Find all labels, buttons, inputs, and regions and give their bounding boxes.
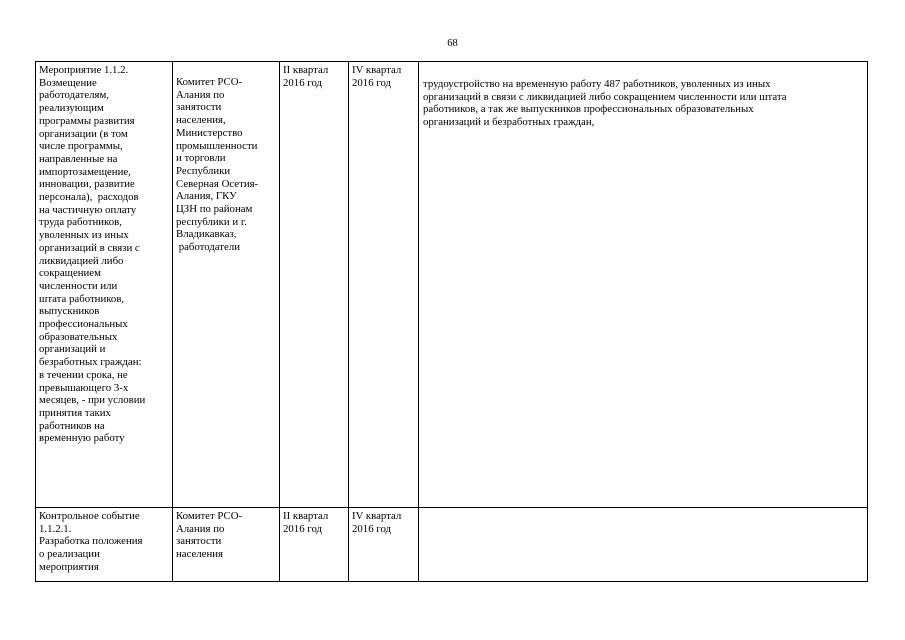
start-cell (280, 62, 349, 508)
table-row (36, 508, 868, 582)
result-cell (419, 62, 868, 508)
executor-cell (173, 508, 280, 582)
start-text: II квартал 2016 год (283, 510, 329, 535)
event-cell (36, 508, 173, 582)
end-cell (349, 508, 419, 582)
end-cell (349, 62, 419, 508)
plan-table (35, 61, 868, 582)
page-number: 68 (447, 38, 458, 49)
start-cell (280, 508, 349, 582)
event-text: Контрольное событие 1.1.2.1. Разработка положения о реализации мероприятия (39, 510, 143, 573)
event-cell (36, 62, 173, 508)
executor-text: Комитет РСО- Алания по занятости населения (176, 510, 243, 561)
executor-cell (173, 62, 280, 508)
end-text: IV квартал 2016 год (352, 64, 402, 89)
start-text: II квартал 2016 год (283, 64, 329, 89)
end-text: IV квартал 2016 год (352, 510, 402, 535)
result-cell (419, 508, 868, 582)
executor-text: Комитет РСО- Алания по занятости населения, Министерство промышленности и торговли Республики Северная Осетия- Алания, ГКУ ЦЗН по районам республики и г. Владикавказ, работодатели (176, 76, 259, 254)
event-text: Мероприятие 1.1.2. Возмещение работодателям, реализующим программы развития организации (в том числе программы, направленные на импортозамещение, инновации, развитие персонала), расходов на частичную оплату труда работников, уволенных из иных организаций в связи с ликвидацией либо сокращением численности или штата работников, выпускников профессиональных образовательных организаций и безработных граждан: в течении срока, не превышающего 3-х месяцев, - при условии принятия таких работников на временную работу (39, 64, 146, 445)
result-text: трудоустройство на временную работу 487 работников, уволенных из иных организаций в связи с ликвидацией либо сокращением численности или штата работников, а так же выпускников профессиональных образовательных организаций и безработных граждан, (423, 78, 787, 129)
table-row (36, 62, 868, 508)
